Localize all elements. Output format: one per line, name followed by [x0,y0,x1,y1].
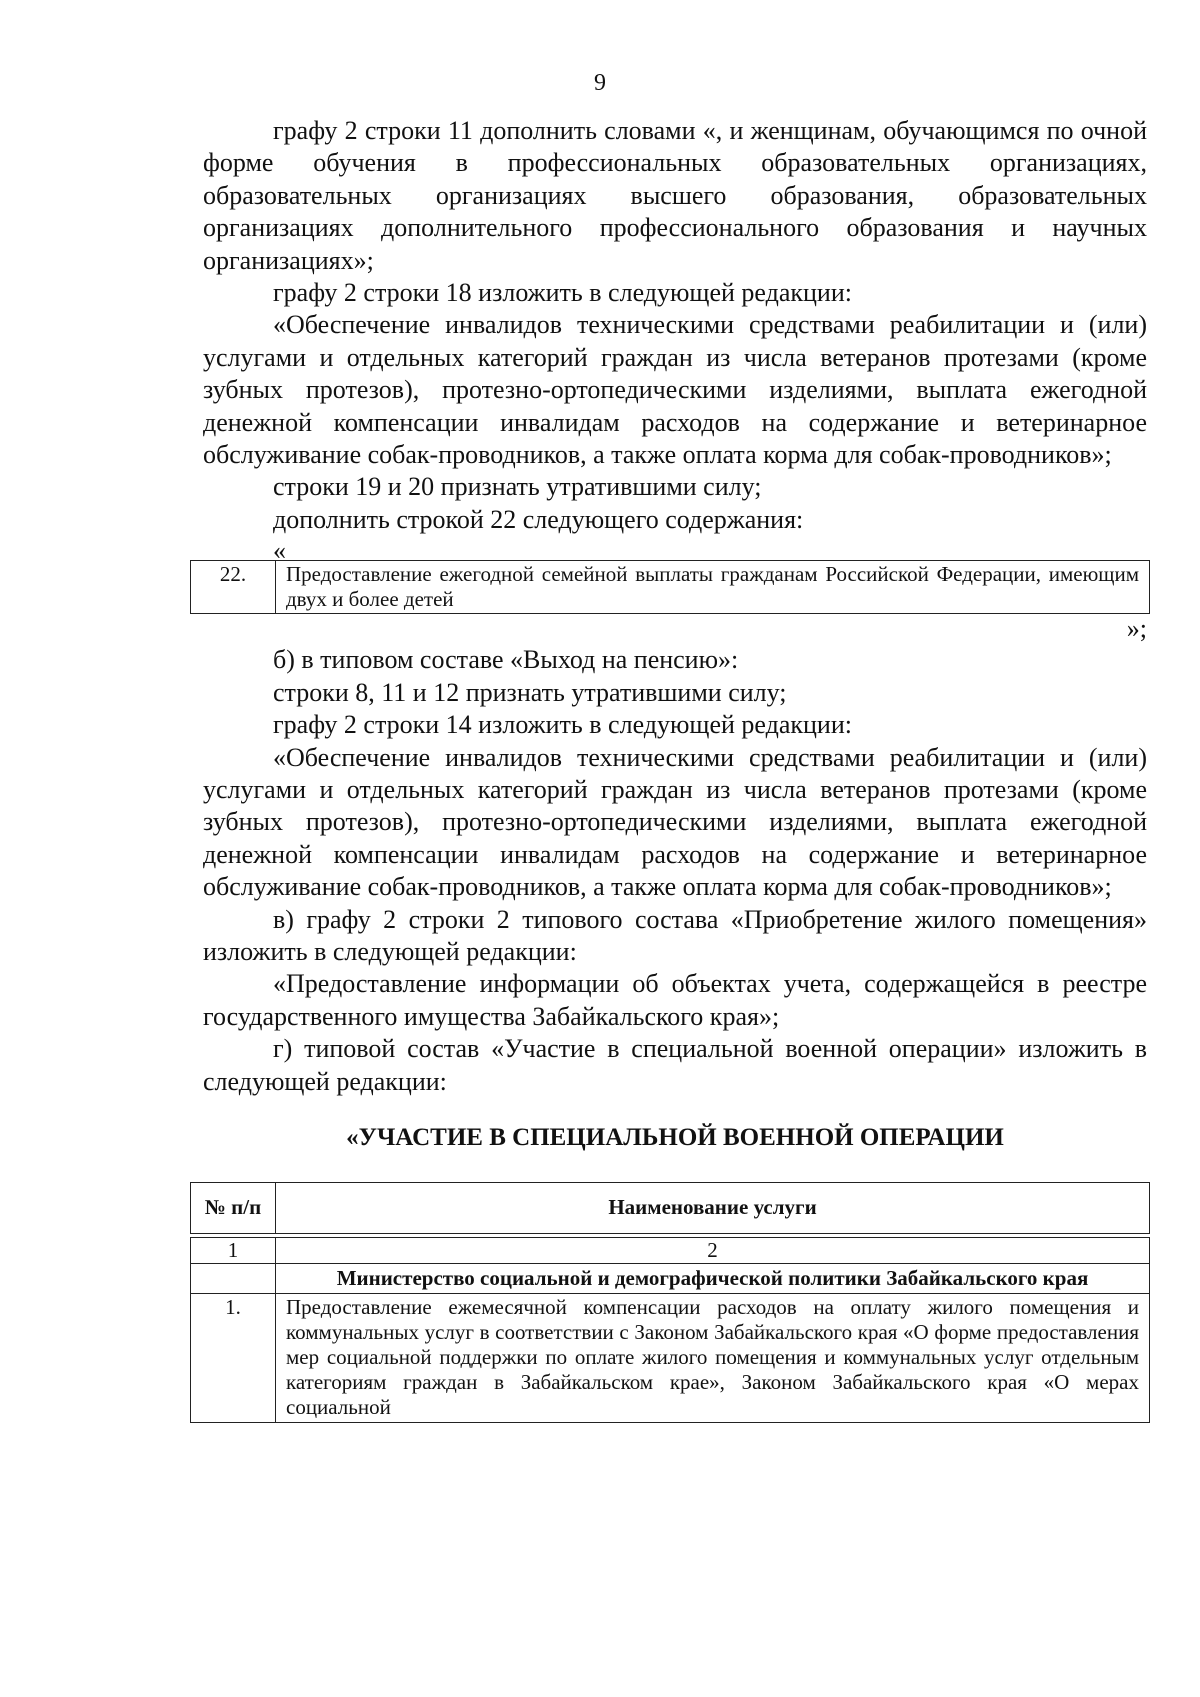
paragraph: строки 8, 11 и 12 признать утратившими силу; [273,677,787,707]
paragraph: «Обеспечение инвалидов техническими средствами реабилитации и (или) услугами и отдельных категорий граждан из числа ветеранов протезами (кроме зубных протезов), протезно-ортопедическими изделиями, выплата ежегодной денежной компенсации инвалидам расходов на содержание и ветеринарное обслуживание собак-проводников, а также оплата корма для собак-проводников»; [203,742,1147,902]
table-header-row [191,1182,1150,1233]
header-service-name: Наименование услуги [276,1182,1150,1233]
page-number: 9 [594,70,606,96]
table-row [191,561,1150,614]
section-heading: «УЧАСТИЕ В СПЕЦИАЛЬНОЙ ВОЕННОЙ ОПЕРАЦИИ [346,1123,1004,1151]
column-numbers-row [191,1237,1150,1263]
paragraph: в) графу 2 строки 2 типового состава «Приобретение жилого помещения» изложить в следующей редакции: [203,904,1147,966]
column-number-2: 2 [276,1237,1150,1263]
ministry-name: Министерство социальной и демографической политики Забайкальского края [276,1263,1150,1293]
paragraph: «Предоставление информации об объектах учета, содержащейся в реестре государственного имущества Забайкальского края»; [203,969,1147,1031]
services-table [190,1182,1150,1423]
row-text: Предоставление ежемесячной компенсации расходов на оплату жилого помещения и коммунальных услуг в соответствии с Законом Забайкальского края «О форме предоставления мер социальной поддержки по оплате жилого помещения и коммунальных услуг отдельным категориям граждан в Забайкальском крае», Законом Забайкальского края «О мерах социальной [276,1293,1150,1422]
open-quote: « [273,536,286,566]
close-quote: »; [1126,614,1147,644]
row-number: 1. [191,1293,276,1422]
header-number: № п/п [191,1182,276,1233]
paragraph: графу 2 строки 11 дополнить словами «, и женщинам, обучающимся по очной форме обучения в профессиональных образовательных организациях, образовательных организациях высшего образования, образовательных организациях дополнительного профессионального образования и научных организациях»; [203,116,1147,275]
row-text: Предоставление ежегодной семейной выплаты гражданам Российской Федерации, имеющим двух и более детей [276,561,1150,614]
column-number-1: 1 [191,1237,276,1263]
document-body [203,115,1147,1423]
ministry-row [191,1263,1150,1293]
paragraph: дополнить строкой 22 следующего содержания: [273,504,804,534]
row-number: 22. [191,561,276,614]
inserted-row-table [190,560,1150,614]
paragraph: г) типовой состав «Участие в специальной военной операции» изложить в следующей редакции: [203,1034,1147,1096]
paragraph: «Обеспечение инвалидов техническими средствами реабилитации и (или) услугами и отдельных категорий граждан из числа ветеранов протезами (кроме зубных протезов), протезно-ортопедическими изделиями, выплата ежегодной денежной компенсации инвалидам расходов на содержание и ветеринарное обслуживание собак-проводников, а также оплата корма для собак-проводников»; [203,310,1147,470]
paragraph-group-2 [203,644,1147,1098]
paragraph: б) в типовом составе «Выход на пенсию»: [273,645,739,675]
paragraph-group-1 [203,115,1147,536]
paragraph: графу 2 строки 14 изложить в следующей редакции: [273,710,852,740]
paragraph: строки 19 и 20 признать утратившими силу; [273,472,762,502]
paragraph: графу 2 строки 18 изложить в следующей редакции: [273,278,852,308]
table-row [191,1293,1150,1422]
